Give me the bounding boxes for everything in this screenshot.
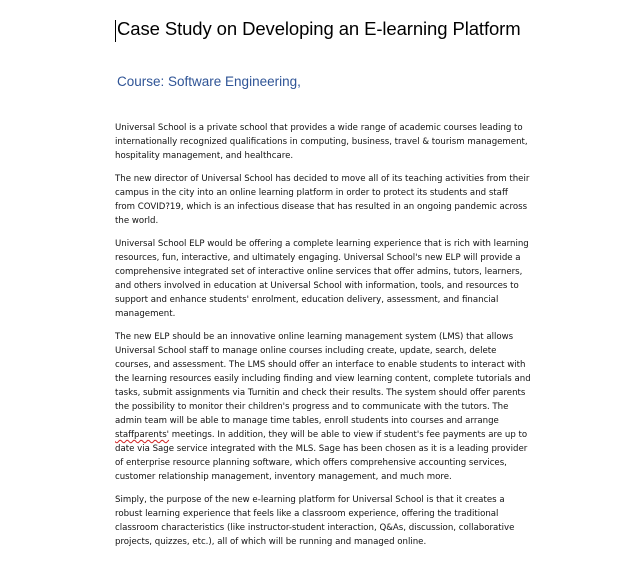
text-line: projects, quizzes, etc.), all of which will be running and managed online. <box>115 537 427 547</box>
text-line: customer relationship management, inventory management, and much more. <box>115 472 452 482</box>
text-line: The new ELP should be an innovative online learning management system (LMS) that allows <box>115 332 514 342</box>
text-line: admin team will be able to manage time tables, enroll students into courses and arrange <box>115 416 499 426</box>
text-line: the world. <box>115 216 159 226</box>
text-line: date via Sage service integrated with the MLS. Sage has been chosen as it is a leading provider <box>115 444 528 454</box>
text-line: campus in the city into an online learning platform in order to protect its students and staff <box>115 188 508 198</box>
text-line: Simply, the purpose of the new e-learning platform for Universal School is that it creates a <box>115 495 505 505</box>
text-line: comprehensive integrated set of interactive online services that offer admins, tutors, learners, <box>115 267 523 277</box>
paragraph-purpose <box>115 493 555 549</box>
document-subtitle: Course: Software Engineering, <box>117 74 301 89</box>
text-line: from COVID?19, which is an infectious disease that has resulted in an ongoing pandemic across <box>115 202 528 212</box>
text-line: internationally recognized qualifications in computing, business, travel & tourism management, <box>115 137 528 147</box>
text-line: tasks, submit assignments via Turnitin and check their results. The system should offer parents <box>115 388 526 398</box>
text-line: the possibility to monitor their children's progress and to communicate with the tutors. The <box>115 402 509 412</box>
text-line: robust learning experience that feels like a classroom experience, offering the traditional <box>115 509 499 519</box>
text-line: and others involved in education at Universal School with information, tools, and resources to <box>115 281 519 291</box>
text-line: support and enhance students' enrolment, education delivery, assessment, and financial <box>115 295 499 305</box>
text-line <box>115 428 555 442</box>
text-line: The new director of Universal School has decided to move all of its teaching activities from their <box>115 174 530 184</box>
text-line: management. <box>115 309 176 319</box>
text-line: courses, and assessment. The LMS should offer an interface to enable students to interact with <box>115 360 526 370</box>
paragraph-director <box>115 172 555 228</box>
text-line: hospitality management, and healthcare. <box>115 151 294 161</box>
text-line: Universal School ELP would be offering a complete learning experience that is rich with learning <box>115 239 529 249</box>
document-title: Case Study on Developing an E-learning Platform <box>117 18 521 39</box>
text-cursor <box>115 20 116 42</box>
text-line-rest: meetings. In addition, they will be able to view if student's fee payments are up to <box>169 430 528 440</box>
text-line: resources, fun, interactive, and ultimately engaging. Universal School's new ELP will provide a <box>115 253 521 263</box>
document-body <box>115 121 555 558</box>
text-line: the learning resources easily including finding and view learning content, complete tutorials and <box>115 374 531 384</box>
paragraph-elp-offering <box>115 237 555 321</box>
text-line: classroom characteristics (like instructor-student interaction, Q&As, discussion, collaborative <box>115 523 515 533</box>
paragraph-lms <box>115 330 555 484</box>
spellcheck-flagged-word[interactable]: staffparents' <box>115 430 170 440</box>
text-line: Universal School staff to manage online courses including create, update, search, delete <box>115 346 497 356</box>
text-line: Universal School is a private school that provides a wide range of academic courses leading to <box>115 123 523 133</box>
text-line: of enterprise resource planning software, which offers comprehensive accounting services, <box>115 458 507 468</box>
paragraph-intro <box>115 121 555 163</box>
